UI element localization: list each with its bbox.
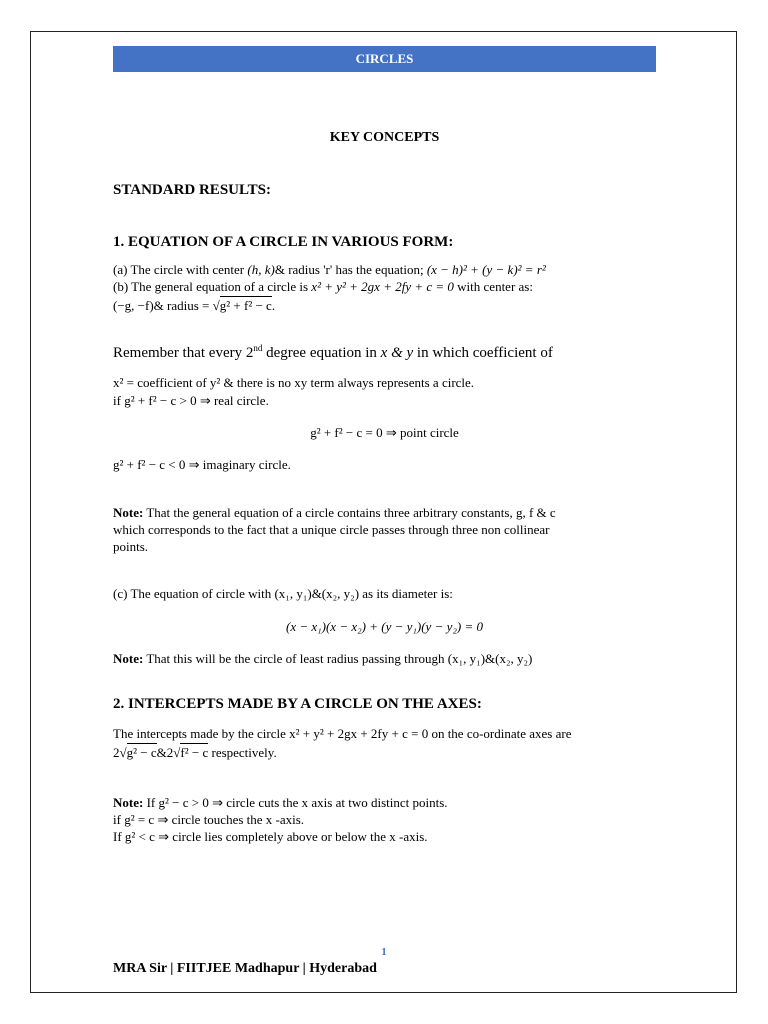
imaginary-circle-line: g² + f² − c < 0 ⇒ imaginary circle. [113,457,291,472]
note3-line1: Note: If g² − c > 0 ⇒ circle cuts the x axis at two distinct points. [113,795,448,810]
part-c-line: (c) The equation of circle with (x₁, y₁)&(x₂, y₂) as its diameter is: [113,586,453,601]
key-concepts-heading: KEY CONCEPTS [329,130,440,145]
remember-line3: if g² + f² − c > 0 ⇒ real circle. [113,393,269,408]
note3-line3: If g² < c ⇒ circle lies completely above or below the x -axis. [113,829,428,844]
page-number: 1 [381,946,387,958]
note1-line1: Note: That the general equation of a circle contains three arbitrary constants, g, f & c [113,505,556,520]
point-circle-line: g² + f² − c = 0 ⇒ point circle [310,425,459,440]
note3-line2: if g² = c ⇒ circle touches the x -axis. [113,812,305,827]
part-a-line: (a) The circle with center (h, k)& radius 'r' has the equation; (x − h)² + (y − k)² = r² [113,262,546,277]
section1-heading: 1. EQUATION OF A CIRCLE IN VARIOUS FORM: [113,234,454,250]
intercepts-line1: The intercepts made by the circle x² + y² + 2gx + 2fy + c = 0 on the co-ordinate axes are [113,726,572,741]
note1-line2: which corresponds to the fact that a unique circle passes through three non collinear [113,522,550,537]
note2-line: Note: That this will be the circle of least radius passing through (x₁, y₁)&(x₂, y₂) [113,651,533,666]
diameter-equation: (x − x₁)(x − x₂) + (y − y₁)(y − y₂) = 0 [285,619,483,634]
section2-heading: 2. INTERCEPTS MADE BY A CIRCLE ON THE AXES: [113,696,482,712]
part-b-line: (b) The general equation of a circle is x² + y² + 2gx + 2fy + c = 0 with center as: [113,279,533,294]
intercepts-line2: 2√g² − c&2√f² − c respectively. [113,745,277,760]
part-b-radius-line: (−g, −f)& radius = √g² + f² − c. [113,298,276,313]
standard-results-heading: STANDARD RESULTS: [113,182,271,198]
remember-line2: x² = coefficient of y² & there is no xy term always represents a circle. [113,375,475,390]
note1-line3: points. [113,539,149,554]
remember-line1: Remember that every 2nd degree equation in x & y in which coefficient of [113,343,553,361]
title-banner: CIRCLES [113,46,656,72]
footer-text: MRA Sir | FIITJEE Madhapur | Hyderabad [113,961,377,976]
